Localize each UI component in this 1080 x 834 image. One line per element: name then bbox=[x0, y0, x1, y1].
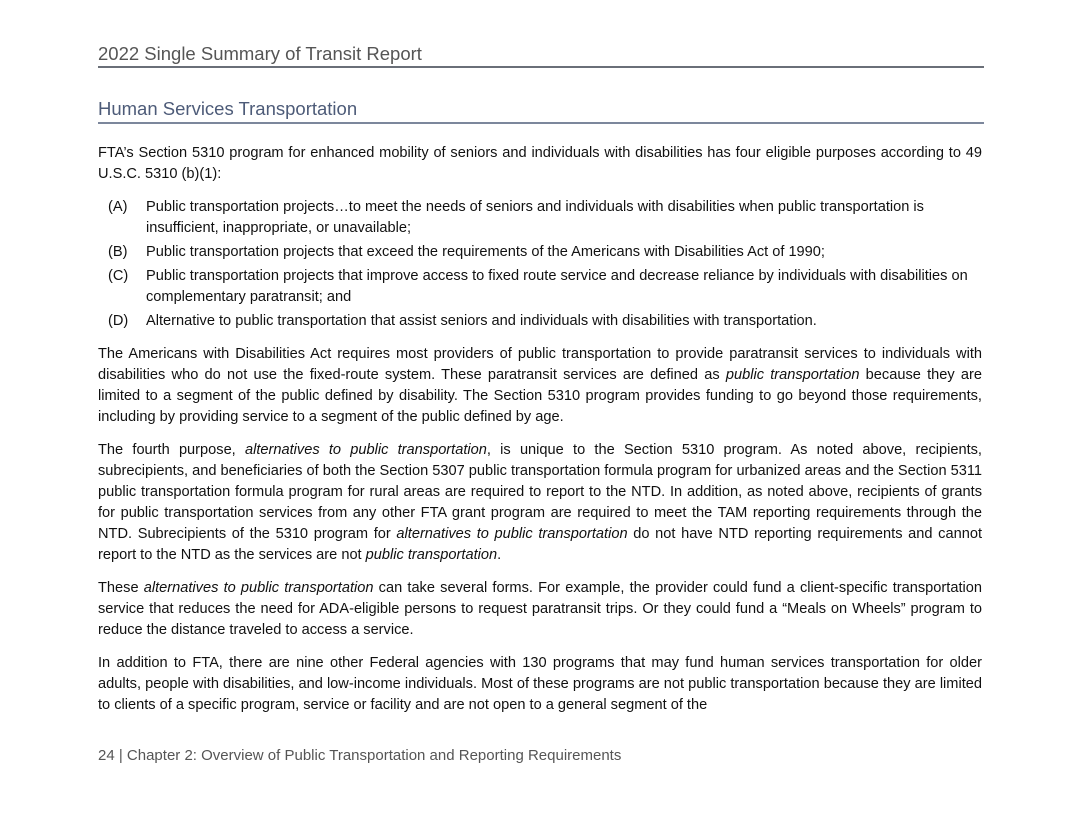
text-run: because they are limited to a segment of the public defined by disability. The Section 5310 program provides funding to go beyond those requirements, including by providing service to a segment of the public defined by age. bbox=[98, 367, 982, 425]
list-text: Alternative to public transportation that assist seniors and individuals with disabilities with transportation. bbox=[146, 313, 817, 329]
list-text: Public transportation projects that exceed the requirements of the Americans with Disabilities Act of 1990; bbox=[146, 244, 825, 260]
list-key: (A) bbox=[108, 199, 128, 215]
body-text bbox=[98, 143, 982, 728]
paragraphs bbox=[98, 344, 982, 716]
purposes-list bbox=[108, 197, 982, 332]
italic-text: alternatives to public transportation bbox=[396, 526, 628, 542]
text-run: can take several forms. For example, the provider could fund a client-specific transportation service that reduces the need for ADA-eligible persons to request paratransit trips. Or they could fund a “Meals on Wheels” program to reduce the distance traveled to access a service. bbox=[98, 580, 982, 638]
text-run: In addition to FTA, there are nine other Federal agencies with 130 programs that may fund human services transportation for older adults, people with disabilities, and low-income individuals. Most of these programs are not public transportation because they are limited to clients of a specific program, service or facility and are not open to a general segment of the bbox=[98, 655, 982, 713]
intro-paragraph: FTA’s Section 5310 program for enhanced mobility of seniors and individuals with disabilities has four eligible purposes according to 49 U.S.C. 5310 (b)(1): bbox=[98, 145, 982, 182]
italic-text: public transportation bbox=[725, 367, 860, 383]
paragraph bbox=[98, 440, 982, 566]
list-key: (C) bbox=[108, 268, 129, 284]
list-item bbox=[108, 311, 982, 332]
list-key: (D) bbox=[108, 313, 129, 329]
italic-text: alternatives to public transportation bbox=[143, 580, 374, 596]
text-run: , is unique to the Section 5310 program. As noted above, recipients, subrecipients, and beneficiaries of both the Section 5307 public transportation formula program for urbanized areas and the Section 5311 public transportation formula program for rural areas are required to report to the NTD. In addition, as noted above, recipients of grants for public transportation services from any other FTA grant program are required to meet the TAM reporting requirements through the NTD. Subrecipients of the 5310 program for bbox=[98, 442, 983, 542]
italic-text: alternatives to public transportation bbox=[244, 442, 487, 458]
list-item bbox=[108, 197, 982, 239]
list-text: Public transportation projects that improve access to fixed route service and decrease reliance by individuals with disabilities on complementary paratransit; and bbox=[146, 268, 968, 305]
list-item bbox=[108, 242, 982, 263]
italic-text: public transportation bbox=[365, 547, 498, 563]
section-heading: Human Services Transportation bbox=[98, 98, 984, 124]
page-footer: 24 | Chapter 2: Overview of Public Transportation and Reporting Requirements bbox=[98, 747, 622, 764]
text-run: These bbox=[98, 580, 144, 596]
list-key: (B) bbox=[108, 244, 128, 260]
paragraph bbox=[98, 578, 982, 641]
running-header: 2022 Single Summary of Transit Report bbox=[98, 43, 984, 68]
text-run: do not have NTD reporting requirements and cannot report to the NTD as the services are not bbox=[98, 526, 982, 563]
list-item bbox=[108, 266, 982, 308]
paragraph bbox=[98, 344, 982, 428]
text-run: The fourth purpose, bbox=[98, 442, 245, 458]
paragraph bbox=[98, 653, 982, 716]
text-run: . bbox=[497, 547, 502, 563]
list-text: Public transportation projects…to meet the needs of seniors and individuals with disabilities when public transportation is insufficient, inappropriate, or unavailable; bbox=[146, 199, 924, 236]
text-run: The Americans with Disabilities Act requires most providers of public transportation to provide paratransit services to individuals with disabilities who do not use the fixed-route system. These paratransit services are defined as bbox=[98, 346, 982, 383]
